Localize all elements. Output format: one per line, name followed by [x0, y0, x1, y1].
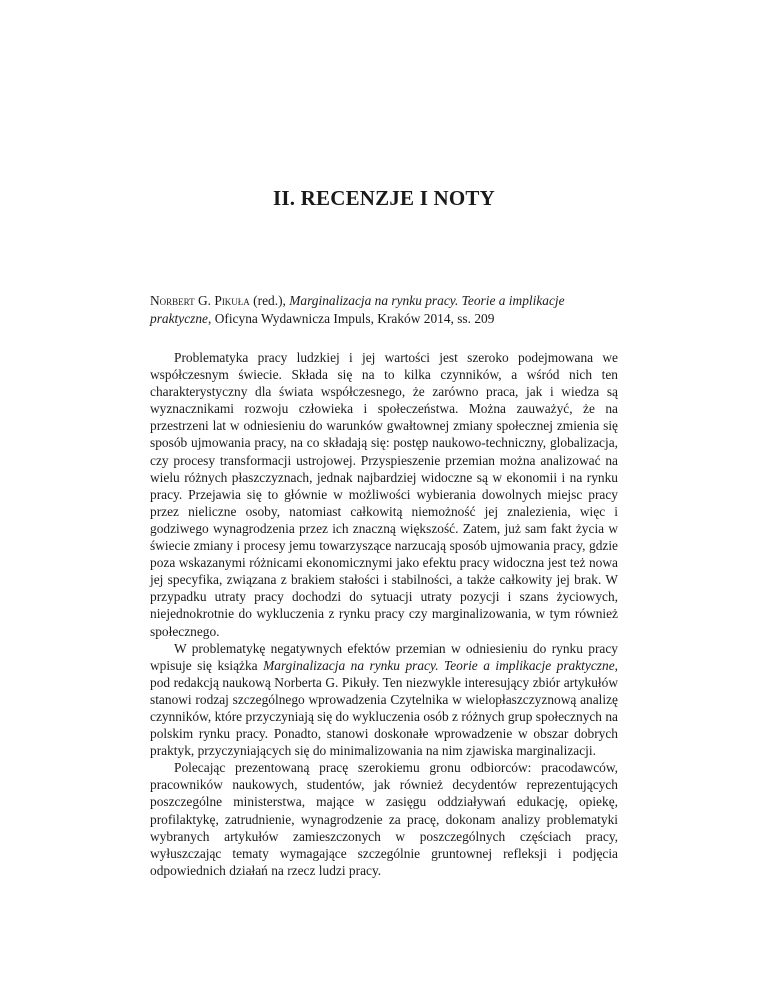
paragraph-3: Polecając prezentowaną pracę szerokiemu gronu odbiorców: pracodawców, pracowników naukowych, studentów, jak również decydentów reprezentujących poszczególne ministerstwa, mające w zasięgu oddziaływań edukację, opiekę, profilaktykę, zatrudnienie, wynagrodzenie za pracę, dokonam analizy problematyki wybranych artykułów zamieszczonych w poszczególnych częściach pracy, wyłuszczając tematy wymagające szczególnie gruntownej refleksji i podjęcia odpowiednich działań na rzecz ludzi pracy. [150, 760, 618, 878]
paragraph-2-intro: W problematykę negatywnych efektów przemian w odniesieniu do rynku pracy wpisuje się książka [150, 640, 618, 673]
author-surname: G. Pikuła [198, 293, 250, 308]
paragraph-2 [150, 640, 618, 760]
publisher-info: , Oficyna Wydawnicza Impuls, Kraków 2014, ss. 209 [208, 311, 495, 326]
editor-note: (red.), [249, 293, 290, 308]
paragraph-2-rest: , pod redakcją naukową Norberta G. Pikuły. Ten niezwykle interesujący zbiór artykułów stanowi rodzaj szczególnego wprowadzenia Czytelnika w wielopłaszczyznową analizę czynników, które przyczyniają się do wykluczenia osób z różnych grup społecznych na polskim rynku pracy. Ponadto, stanowi doskonałe wprowadzenie w obszar dobrych praktyk, przyczyniających się do minimalizowania na nim zjawiska marginalizacji. [150, 657, 618, 759]
author-first-name: Norbert [150, 293, 195, 308]
paragraph-1: Problematyka pracy ludzkiej i jej wartości jest szeroko podejmowana we współczesnym świecie. Składa się na to kilka czynników, a wśród nich ten charakterystyczny dla świata współczesnego, że zarówno praca, jak i wiedza są wyznacznikami rozwoju człowieka i społeczeństwa. Można zauważyć, że na przestrzeni lat w odniesieniu do warunków gwałtownej zmiany społecznej zmienia się sposób ujmowania pracy, na co składają się: postęp naukowo-techniczny, globalizacja, czy procesy transformacji ustrojowej. Przyspieszenie przemian można analizować na wielu różnych płaszczyznach, jednak najbardziej widoczne są w ekonomii i na rynku pracy. Przejawia się to głównie w możliwości wybierania dowolnych miejsc pracy przez nieliczne osoby, natomiast całkowitą niemożność jej znalezienia, więc i godziwego wynagrodzenia przez ich znaczną większość. Zatem, już sam fakt życia w świecie zmiany i procesy jemu towarzyszące narzucają sposób ujmowania pracy, gdzie poza wskazanymi różnicami ekonomicznymi jako efektu pracy widoczna jest też nowa jej specyfika, związana z brakiem stałości i stabilności, a także całkowity jej brak. W przypadku utraty pracy dochodzi do sytuacji utraty pozycji i szans życiowych, niejednokrotnie do wykluczenia z rynku pracy czy marginalizowania, w tym również społecznego. [150, 350, 618, 639]
paragraph-2-book-title: Marginalizacja na rynku pracy. Teorie a implikacje praktyczne [263, 657, 615, 673]
section-title: II. RECENZJE I NOTY [272, 186, 495, 210]
book-citation [150, 292, 618, 328]
book-title: Marginalizacja na rynku pracy. Teorie a implikacje praktyczne [150, 293, 565, 326]
review-body [150, 349, 618, 879]
